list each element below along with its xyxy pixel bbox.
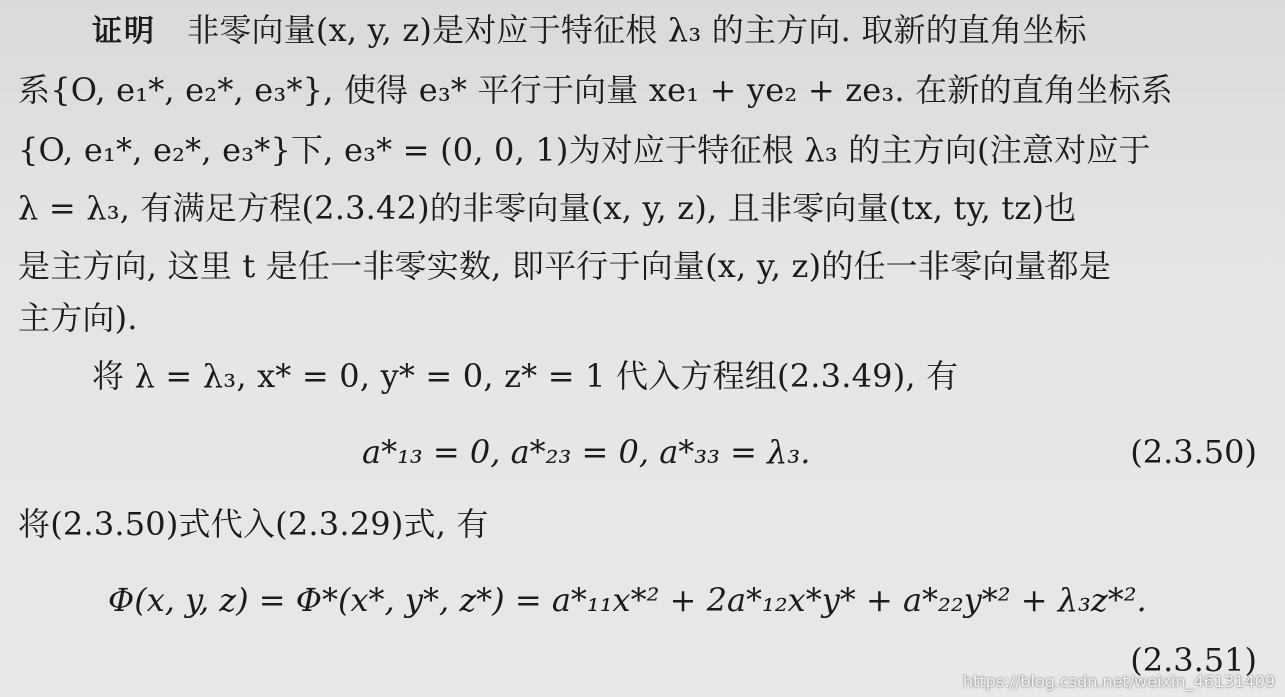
equation-2-3-50: a*₁₃ = 0, a*₂₃ = 0, a*₃₃ = λ₃. [362,433,811,471]
step-1-text: 将 λ = λ₃, x* = 0, y* = 0, z* = 1 代入方程组(2.3.49), 有 [92,357,959,395]
proof-line-3: {O, e₁*, e₂*, e₃*}下, e₃* = (0, 0, 1)为对应于特征根 λ₃ 的主方向(注意对应于 [18,131,1151,169]
proof-text-1: 非零向量(x, y, z)是对应于特征根 λ₃ 的主方向. 取新的直角坐标 [187,11,1087,49]
equation-number-2-3-51: (2.3.51) [1130,641,1257,679]
proof-line-5: 是主方向, 这里 t 是任一非零实数, 即平行于向量(x, y, z)的任一非零向量都是 [18,247,1112,285]
proof-line-1 [92,8,1087,52]
proof-line-2: 系{O, e₁*, e₂*, e₃*}, 使得 e₃* 平行于向量 xe₁ + ye₂ + ze₃. 在新的直角坐标系 [18,71,1173,109]
watermark: https://blog.csdn.net/weixin_46131409 [962,672,1275,691]
step-2-text: 将(2.3.50)式代入(2.3.29)式, 有 [18,505,489,543]
proof-line-6: 主方向). [18,299,138,337]
proof-lead: 证明 [92,14,156,49]
equation-2-3-51: Φ(x, y, z) = Φ*(x*, y*, z*) = a*₁₁x*² + 2a*₁₂x*y* + a*₂₂y*² + λ₃z*². [108,581,1147,619]
proof-line-4: λ = λ₃, 有满足方程(2.3.42)的非零向量(x, y, z), 且非零向量(tx, ty, tz)也 [18,189,1077,227]
equation-number-2-3-50: (2.3.50) [1130,433,1257,471]
